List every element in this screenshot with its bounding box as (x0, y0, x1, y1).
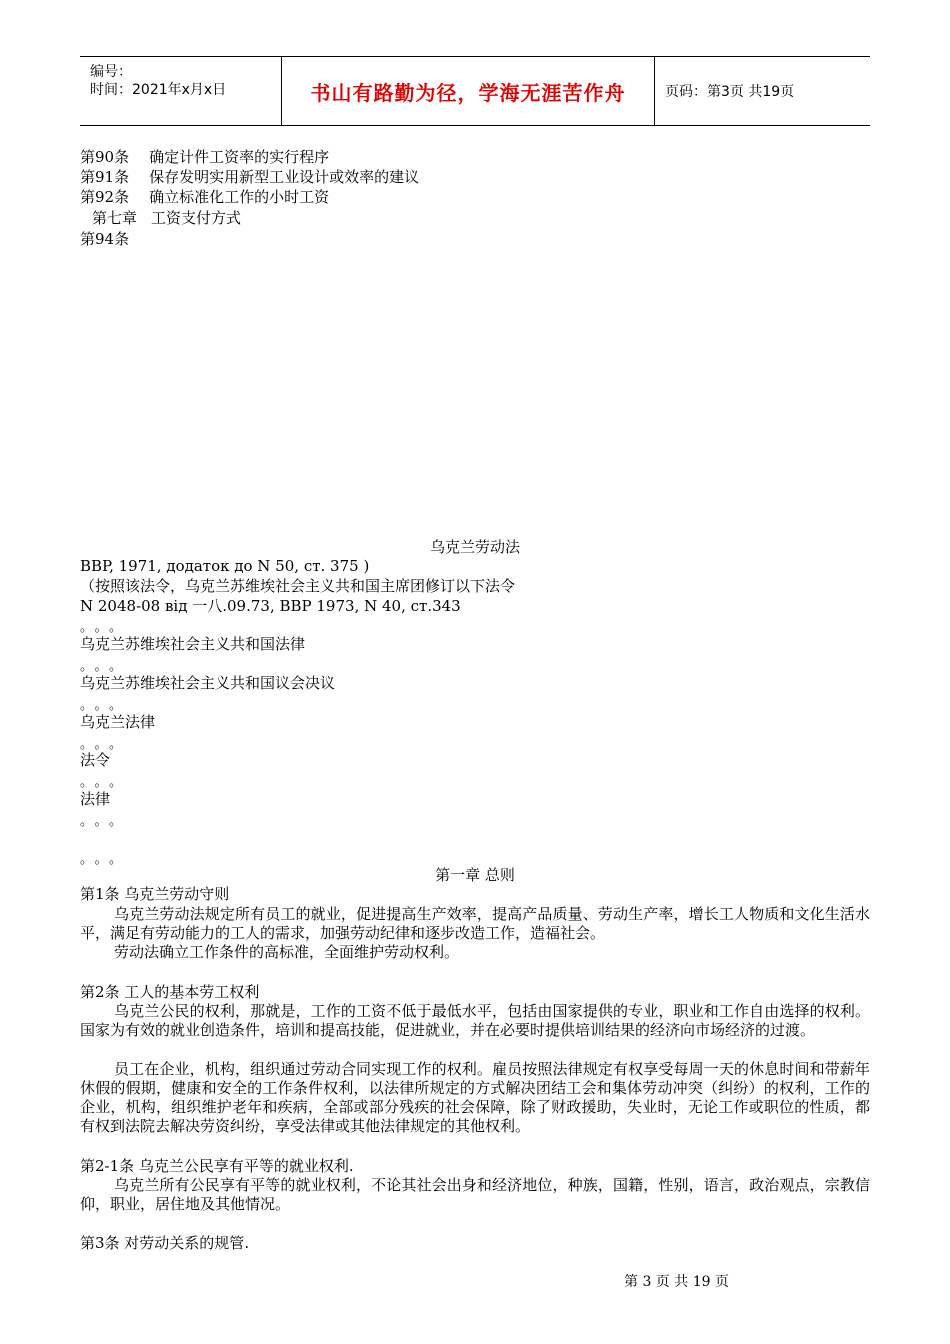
source-item: 法律 (80, 790, 111, 808)
source-item: 乌克兰苏维埃社会主义共和国议会决议 (80, 674, 336, 692)
toc-article: 第90条 (80, 148, 130, 166)
article-paragraph: 乌克兰公民的权利，那就是，工作的工资不低于最低水平，包括由国家提供的专业，职业和工作自由选择的权利。国家为有效的就业创造条件，培训和提高技能，促进就业，并在必要时提供培训结果的经济向市场经济的过渡。 (80, 1002, 870, 1039)
ellipsis: 。。。 (80, 698, 131, 713)
article-heading: 第2条 工人的基本劳工权利 (80, 983, 260, 1001)
toc-article: 第91条 (80, 168, 130, 186)
header-page-info: 页码：第3页 共19页 (665, 84, 795, 100)
toc-line (80, 230, 129, 249)
article-paragraph: 乌克兰劳动法规定所有员工的就业，促进提高生产效率，提高产品质量、劳动生产率，增长工人物质和文化生活水平，满足有劳动能力的工人的需求，加强劳动纪律和逐步改造工作，造福社会。 (80, 905, 870, 942)
chapter-title: 第一章 总则 (435, 866, 515, 884)
document-time-label: 时间：2021年x月x日 (90, 82, 227, 98)
page-header (80, 56, 870, 126)
article-paragraph: 劳动法确立工作条件的高标准，全面维护劳动权利。 (114, 943, 460, 961)
ellipsis: 。。。 (80, 737, 131, 752)
toc-line (92, 209, 241, 228)
toc-line (80, 148, 329, 167)
ellipsis: 。。。 (80, 852, 131, 867)
document-number-label: 编号： (90, 64, 132, 80)
toc-text: 确立标准化工作的小时工资 (149, 188, 330, 206)
header-page-cell (655, 57, 870, 125)
article-heading: 第3条 对劳动关系的规管. (80, 1234, 250, 1252)
header-motto-cell (282, 57, 655, 125)
toc-text: 工资支付方式 (151, 209, 242, 227)
document-title: 乌克兰劳动法 (429, 538, 520, 556)
ellipsis: 。。。 (80, 620, 131, 635)
article-paragraph: 乌克兰所有公民享有平等的就业权利，不论其社会出身和经济地位，种族，国籍，性别，语言，政治观点，宗教信仰，职业，居住地及其他情况。 (80, 1176, 870, 1213)
toc-text: 保存发明实用新型工业设计或效率的建议 (149, 168, 420, 186)
toc-text: 确定计件工资率的实行程序 (149, 148, 330, 166)
page-footer: 第 3 页 共 19 页 (624, 1274, 729, 1290)
header-meta-cell (80, 57, 282, 125)
toc-line (80, 188, 329, 207)
toc-line (80, 168, 419, 187)
ellipsis: 。。。 (80, 659, 131, 674)
article-heading: 第2-1条 乌克兰公民享有平等的就业权利. (80, 1157, 354, 1175)
toc-article: 第七章 (92, 209, 138, 227)
source-line: （按照该法令，乌克兰苏维埃社会主义共和国主席团修订以下法令 (80, 577, 516, 595)
source-item: 乌克兰苏维埃社会主义共和国法律 (80, 635, 306, 653)
article-paragraph: 员工在企业，机构，组织通过劳动合同实现工作的权利。雇员按照法律规定有权享受每周一天的休息时间和带薪年休假的假期，健康和安全的工作条件权利，以法律所规定的方式解决团结工会和集体劳动冲突（纠纷）的权利，工作的企业，机构，组织维护老年和疾病，全部或部分残疾的社会保障，除了财政援助，失业时，无论工作或职位的性质，都有权到法院去解决劳资纠纷，享受法律或其他法律规定的其他权利。 (80, 1060, 870, 1135)
ellipsis: 。。。 (80, 775, 131, 790)
ellipsis: 。。。 (80, 814, 131, 829)
source-line: BBP, 1971, додаток до N 50, ст. 375 ) (80, 557, 370, 575)
source-line: N 2048-08 від 一八.09.73, BBP 1973, N 40, ст.343 (80, 597, 461, 615)
source-item: 法令 (80, 751, 111, 769)
article-heading: 第1条 乌克兰劳动守则 (80, 885, 230, 903)
toc-article: 第94条 (80, 230, 130, 248)
source-item: 乌克兰法律 (80, 713, 156, 731)
header-motto: 书山有路勤为径，学海无涯苦作舟 (310, 80, 626, 105)
toc-article: 第92条 (80, 188, 130, 206)
